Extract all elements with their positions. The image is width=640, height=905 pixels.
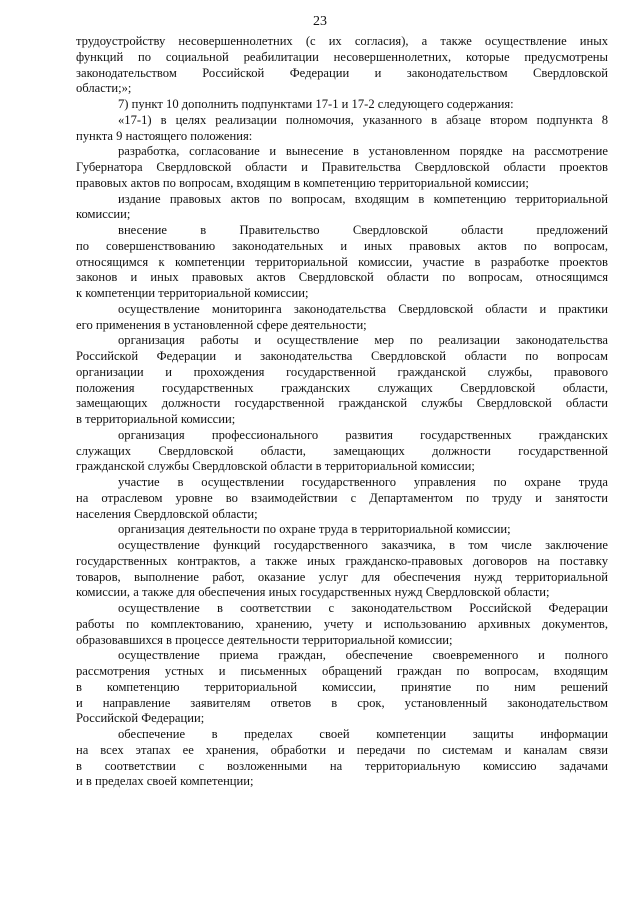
text-line: внесение в Правительство Свердловской области предложений xyxy=(118,223,608,237)
text-line: Российской Федерации; xyxy=(76,711,205,726)
text-line: осуществление функций государственного заказчика, в том числе заключение xyxy=(118,538,608,552)
text-line: участие в осуществлении государственного управления по охране труда xyxy=(118,475,608,489)
text-line: его применения в установленной сфере деятельности; xyxy=(76,317,367,332)
text-line: работы по комплектованию, хранению, учету и использованию архивных документов, xyxy=(76,616,608,631)
text-line: по совершенствованию законодательных и иных правовых актов по вопросам, xyxy=(76,238,608,253)
text-line: разработка, согласование и вынесение в установленном порядке на рассмотрение xyxy=(118,144,608,159)
text-line: гражданской службы Свердловской области в территориальной комиссии; xyxy=(76,459,475,474)
text-line: в соответствии с возложенными на территориальную комиссию задачами xyxy=(76,758,608,773)
text-line: на всех этапах ее хранения, обработки и передачи по системам и каналам связи xyxy=(76,742,608,757)
document-body xyxy=(76,34,608,790)
text-line: организации и прохождения государственной гражданской службы, правового xyxy=(76,364,608,379)
text-line: осуществление мониторинга законодательства Свердловской области и практики xyxy=(118,301,608,316)
text-line: населения Свердловской области; xyxy=(76,506,258,521)
text-line: комиссии; xyxy=(76,207,131,222)
text-line: к компетенции территориальной комиссии; xyxy=(76,286,309,300)
text-line: на отраслевом уровне во взаимодействии с Департаментом по труду и занятости xyxy=(76,490,608,505)
text-line: осуществление в соответствии с законодательством Российской Федерации xyxy=(118,601,608,615)
text-line: законодательством Российской Федерации и законодательством Свердловской xyxy=(76,65,608,80)
text-line: правовых актов по вопросам, входящим в компетенцию территориальной комиссии; xyxy=(76,175,529,190)
text-line: и направление заявителям ответов в срок, установленный законодательством xyxy=(76,695,608,710)
text-line: осуществление приема граждан, обеспечение своевременного и полного xyxy=(118,648,608,663)
text-line: организация деятельности по охране труда в территориальной комиссии; xyxy=(118,522,511,537)
text-line: трудоустройству несовершеннолетних (с их согласия), а также осуществление иных xyxy=(76,34,608,48)
text-line: «17-1) в целях реализации полномочия, указанного в абзаце втором подпункта 8 xyxy=(118,112,608,127)
page-number: 23 xyxy=(313,14,327,29)
text-line: функций по социальной реабилитации несовершеннолетних, которые предусмотрены xyxy=(76,49,608,64)
text-line: области;»; xyxy=(76,81,132,96)
text-line: образовавшихся в процессе деятельности территориальной комиссии; xyxy=(76,632,453,647)
text-line: Губернатора Свердловской области и Правительства Свердловской области проектов xyxy=(76,160,608,174)
text-line: в территориальной комиссии; xyxy=(76,412,236,426)
text-line: положения государственных гражданских служащих Свердловской области, xyxy=(76,380,608,395)
text-line: государственных контрактов, а также иных гражданско-правовых договоров на поставку xyxy=(76,553,608,568)
text-line: организация профессионального развития государственных гражданских xyxy=(118,427,608,442)
text-line: организация работы и осуществление мер по реализации законодательства xyxy=(118,333,608,348)
text-line: служащих Свердловской области, замещающих должности государственной xyxy=(76,443,608,458)
text-line: законов и иных правовых актов Свердловской области по вопросам, относящимся xyxy=(76,270,608,285)
text-line: замещающих должности государственной гражданской службы Свердловской области xyxy=(76,396,608,411)
text-line: рассмотрения устных и письменных обращений граждан по вопросам, входящим xyxy=(76,664,608,678)
text-line: товаров, выполнение работ, оказание услуг для обеспечения нужд территориальной xyxy=(76,569,608,584)
text-line: пункта 9 настоящего положения: xyxy=(76,128,253,143)
text-line: относящимся к компетенции территориальной комиссии, участие в разработке проектов xyxy=(76,254,608,269)
text-line: и в пределах своей компетенции; xyxy=(76,774,254,789)
text-line: обеспечение в пределах своей компетенции защиты информации xyxy=(118,727,608,741)
text-line: 7) пункт 10 дополнить подпунктами 17-1 и 17-2 следующего содержания: xyxy=(118,97,514,111)
text-line: в компетенцию территориальной комиссии, принятие по ним решений xyxy=(76,679,608,694)
text-line: комиссии, а также для обеспечения иных государственных нужд Свердловской области; xyxy=(76,585,550,600)
text-line: Российской Федерации и законодательства Свердловской области по вопросам xyxy=(76,349,608,363)
text-line: издание правовых актов по вопросам, входящим в компетенцию территориальной xyxy=(118,191,608,206)
